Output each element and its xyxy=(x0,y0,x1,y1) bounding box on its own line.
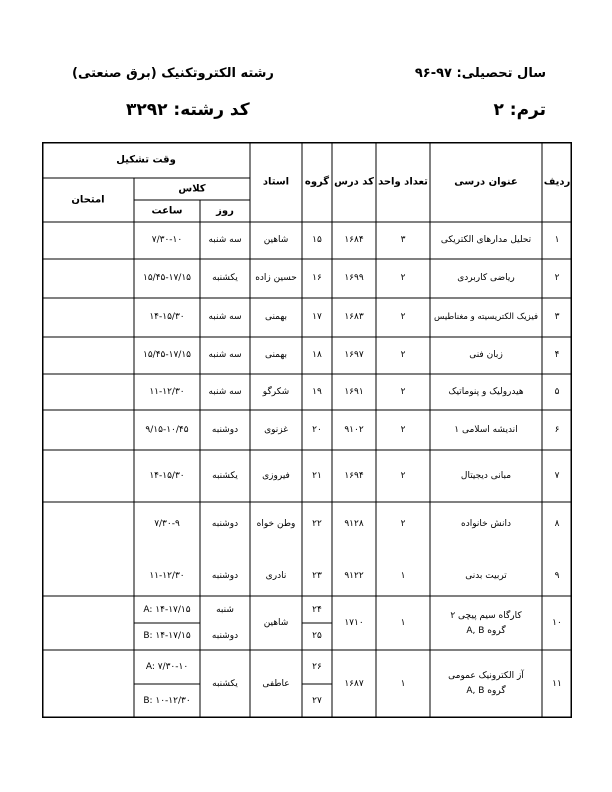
row-no: ۴ xyxy=(554,350,560,360)
header-exam: امتحان xyxy=(71,194,105,206)
group-number: ۱۸ xyxy=(312,350,322,360)
class-day-b: دوشنبه xyxy=(211,631,239,641)
course-units: ۱ xyxy=(400,679,406,689)
term-label: ترم: ۲ xyxy=(493,100,546,120)
row-no: ۶ xyxy=(554,425,560,435)
row-no: ۳ xyxy=(554,312,560,322)
field-code: کد رشته: ۳۲۹۲ xyxy=(126,100,250,120)
header-units: تعداد واحد xyxy=(378,176,428,188)
class-day-a: شنبه xyxy=(216,605,234,615)
course-code: ۹۱۰۲ xyxy=(344,425,364,435)
course-code: ۹۱۲۲ xyxy=(344,571,364,581)
header-title: عنوان درسی xyxy=(454,176,518,188)
teacher-name: وطن خواه xyxy=(256,519,296,529)
class-time: ۱۵/۴۵-۱۷/۱۵ xyxy=(143,273,191,283)
class-time-a: A: ۱۴-۱۷/۱۵ xyxy=(143,605,191,615)
group-number: ۱۶ xyxy=(312,273,322,283)
group-number-b: ۲۷ xyxy=(312,696,322,706)
class-day: دوشنبه xyxy=(211,519,239,529)
class-day: سه شنبه xyxy=(208,312,242,322)
group-number: ۱۵ xyxy=(312,235,322,245)
class-day: سه شنبه xyxy=(208,387,242,397)
class-day: سه شنبه xyxy=(208,235,242,245)
teacher-name: شاهین xyxy=(263,235,289,245)
course-units: ۳ xyxy=(400,235,406,245)
class-time: ۹/۱۵-۱۰/۴۵ xyxy=(145,425,189,435)
header-class: کلاس xyxy=(178,183,206,195)
course-title: مبانی دیجیتال xyxy=(460,471,512,481)
course-units: ۲ xyxy=(400,312,406,322)
course-code: ۱۶۹۱ xyxy=(344,387,364,397)
teacher-name: بهمنی xyxy=(264,312,288,322)
course-title: تحلیل مدارهای الکتریکی xyxy=(440,235,532,245)
class-day: یکشنبه xyxy=(212,471,238,481)
row-no: ۱ xyxy=(554,235,560,245)
teacher-name: حسین زاده xyxy=(255,273,297,283)
course-groups-label: گروه A, B xyxy=(466,626,506,636)
course-groups-label: گروه A, B xyxy=(466,686,506,696)
course-code: ۱۶۸۷ xyxy=(344,679,364,689)
class-time: ۱۱-۱۲/۳۰ xyxy=(149,387,185,397)
course-units: ۱ xyxy=(400,571,406,581)
header-time: ساعت xyxy=(151,205,183,217)
class-time: ۷/۳۰-۱۰ xyxy=(151,235,183,245)
row-no: ۷ xyxy=(554,471,560,481)
schedule-table xyxy=(42,142,572,718)
course-code: ۱۶۹۴ xyxy=(344,471,364,481)
group-number: ۲۰ xyxy=(312,425,322,435)
group-number: ۱۷ xyxy=(312,312,322,322)
class-day: یکشنبه xyxy=(212,273,238,283)
course-title: دانش خانواده xyxy=(460,519,512,529)
class-time: ۱۴-۱۵/۳۰ xyxy=(149,312,185,322)
course-code: ۱۶۸۳ xyxy=(344,312,364,322)
row-no: ۱۰ xyxy=(552,618,562,628)
header-schedule: وقت تشکیل xyxy=(116,154,176,166)
course-code: ۱۶۹۷ xyxy=(344,350,364,360)
group-number-b: ۲۵ xyxy=(312,631,322,641)
course-title: اندیشه اسلامی ۱ xyxy=(454,425,518,435)
course-code: ۱۶۸۴ xyxy=(344,235,364,245)
course-code: ۱۶۹۹ xyxy=(344,273,364,283)
class-day: دوشنبه xyxy=(211,571,239,581)
course-title: ریاضی کاربردی xyxy=(457,273,515,283)
teacher-name: شکرگو xyxy=(262,387,290,397)
teacher-name: نادری xyxy=(265,571,287,581)
field-name: رشته الکتروتکنیک (برق صنعتی) xyxy=(72,66,274,81)
group-number-a: ۲۶ xyxy=(312,662,322,672)
class-time: ۱۴-۱۵/۳۰ xyxy=(149,471,185,481)
course-units: ۱ xyxy=(400,618,406,628)
teacher-name: فیروزی xyxy=(262,471,290,481)
row-no: ۲ xyxy=(554,273,560,283)
teacher-name: غزنوی xyxy=(264,425,288,435)
class-time-b: B: ۱۴-۱۷/۱۵ xyxy=(143,631,191,641)
course-code: ۱۷۱۰ xyxy=(344,618,364,628)
course-units: ۲ xyxy=(400,273,406,283)
class-day: دوشنبه xyxy=(211,425,239,435)
group-number: ۲۱ xyxy=(312,471,322,481)
course-title: هیدرولیک و پنوماتیک xyxy=(448,387,524,397)
header-row-no: ردیف xyxy=(543,176,571,188)
row-no: ۱۱ xyxy=(552,679,562,689)
class-time: ۷/۳۰-۹ xyxy=(154,519,180,529)
course-title: تربیت بدنی xyxy=(465,571,507,581)
header-teacher: استاد xyxy=(262,176,290,188)
course-units: ۲ xyxy=(400,471,406,481)
group-number: ۲۲ xyxy=(312,519,322,529)
group-number: ۱۹ xyxy=(312,387,322,397)
course-units: ۲ xyxy=(400,387,406,397)
course-title: زبان فنی xyxy=(469,350,503,360)
class-time-b: B: ۱۰-۱۲/۳۰ xyxy=(143,696,191,706)
class-day: یکشنبه xyxy=(212,679,238,689)
class-day: سه شنبه xyxy=(208,350,242,360)
course-units: ۲ xyxy=(400,425,406,435)
group-number: ۲۳ xyxy=(312,571,322,581)
header-day: روز xyxy=(216,205,234,217)
class-time: ۱۱-۱۲/۳۰ xyxy=(149,571,185,581)
course-code: ۹۱۲۸ xyxy=(344,519,364,529)
row-no: ۵ xyxy=(554,387,560,397)
class-time: ۱۵/۴۵-۱۷/۱۵ xyxy=(143,350,191,360)
course-title: آز الکترونیک عمومی xyxy=(448,671,524,681)
course-units: ۲ xyxy=(400,350,406,360)
class-time-a: A: ۷/۳۰-۱۰ xyxy=(145,662,189,672)
teacher-name: بهمنی xyxy=(264,350,288,360)
course-title: کارگاه سیم پیچی ۲ xyxy=(450,611,522,621)
course-units: ۲ xyxy=(400,519,406,529)
group-number-a: ۲۴ xyxy=(312,605,322,615)
header-code: کد درس xyxy=(334,176,374,188)
row-no: ۸ xyxy=(554,519,560,529)
header-group: گروه xyxy=(304,176,330,188)
academic-year: سال تحصیلی: ۹۷-۹۶ xyxy=(414,66,546,81)
teacher-name: شاهین xyxy=(263,618,289,628)
teacher-name: عاطفی xyxy=(262,679,290,689)
row-no: ۹ xyxy=(554,571,560,581)
course-title: فیزیک الکتریسیته و مغناطیس xyxy=(433,312,539,322)
